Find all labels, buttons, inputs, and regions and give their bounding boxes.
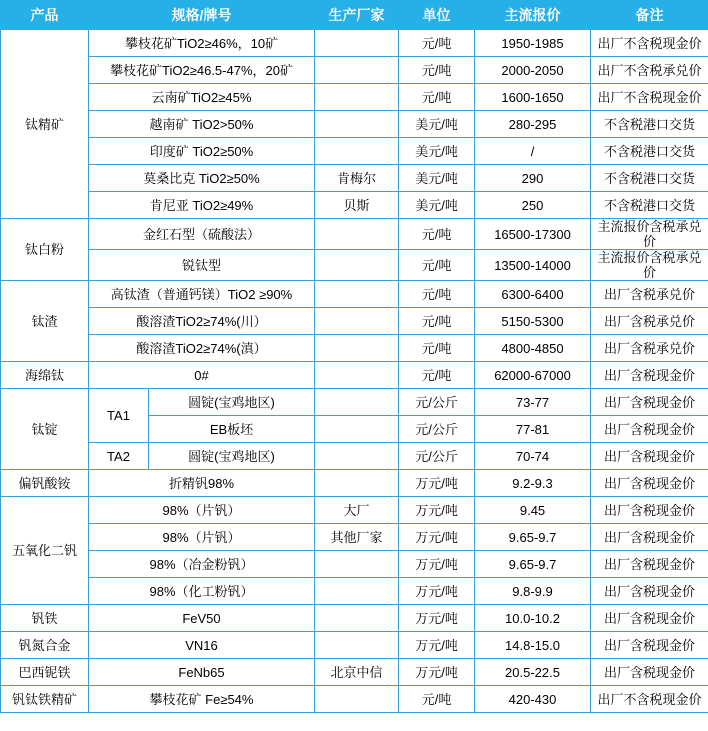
cell-product: 五氧化二钒 (1, 497, 89, 605)
cell-grade: TA2 (89, 443, 149, 470)
cell-manufacturer (315, 578, 399, 605)
cell-product: 钒钛铁精矿 (1, 686, 89, 713)
cell-price: 9.65-9.7 (475, 551, 591, 578)
table-row (1, 470, 708, 497)
column-header-manufacturer: 生产厂家 (315, 1, 399, 30)
cell-price: 250 (475, 192, 591, 219)
cell-remark: 出厂不含税现金价 (591, 84, 708, 111)
cell-price: 1600-1650 (475, 84, 591, 111)
cell-manufacturer (315, 632, 399, 659)
cell-price: 290 (475, 165, 591, 192)
cell-unit: 美元/吨 (399, 138, 475, 165)
cell-unit: 美元/吨 (399, 111, 475, 138)
cell-remark: 主流报价含税承兑价 (591, 250, 708, 281)
table-row (1, 219, 708, 250)
cell-unit: 元/吨 (399, 250, 475, 281)
cell-unit: 万元/吨 (399, 605, 475, 632)
cell-remark: 出厂不含税承兑价 (591, 57, 708, 84)
cell-spec: 高钛渣（普通钙镁）TiO2 ≥90% (89, 281, 315, 308)
cell-manufacturer (315, 605, 399, 632)
cell-spec: VN16 (89, 632, 315, 659)
column-header-unit: 单位 (399, 1, 475, 30)
cell-spec: 折精钒98% (89, 470, 315, 497)
cell-price: 1950-1985 (475, 30, 591, 57)
cell-price: 16500-17300 (475, 219, 591, 250)
cell-remark: 出厂含税现金价 (591, 416, 708, 443)
cell-price: 70-74 (475, 443, 591, 470)
cell-spec: FeV50 (89, 605, 315, 632)
cell-unit: 万元/吨 (399, 659, 475, 686)
cell-remark: 不含税港口交货 (591, 165, 708, 192)
cell-spec: 金红石型（硫酸法） (89, 219, 315, 250)
cell-grade: TA1 (89, 389, 149, 443)
cell-remark: 出厂含税承兑价 (591, 308, 708, 335)
cell-price: 13500-14000 (475, 250, 591, 281)
cell-manufacturer (315, 686, 399, 713)
cell-price: 9.65-9.7 (475, 524, 591, 551)
table-row (1, 250, 708, 281)
cell-manufacturer (315, 551, 399, 578)
table-row (1, 192, 708, 219)
cell-price: 280-295 (475, 111, 591, 138)
cell-spec: 0# (89, 362, 315, 389)
cell-price: 77-81 (475, 416, 591, 443)
cell-product: 钒氮合金 (1, 632, 89, 659)
table-row (1, 443, 708, 470)
column-header-product: 产品 (1, 1, 89, 30)
cell-price: 62000-67000 (475, 362, 591, 389)
cell-unit: 元/吨 (399, 686, 475, 713)
table-row (1, 497, 708, 524)
table-row (1, 138, 708, 165)
table-body (1, 30, 708, 713)
cell-unit: 万元/吨 (399, 632, 475, 659)
cell-product: 钒铁 (1, 605, 89, 632)
cell-price: 9.45 (475, 497, 591, 524)
cell-remark: 出厂含税现金价 (591, 551, 708, 578)
cell-price: 73-77 (475, 389, 591, 416)
cell-remark: 出厂不含税现金价 (591, 30, 708, 57)
cell-remark: 出厂不含税现金价 (591, 686, 708, 713)
cell-spec: 攀枝花矿 Fe≥54% (89, 686, 315, 713)
cell-remark: 出厂含税现金价 (591, 578, 708, 605)
cell-price: 9.8-9.9 (475, 578, 591, 605)
table-row (1, 335, 708, 362)
cell-spec-detail: 圆锭(宝鸡地区) (149, 389, 315, 416)
cell-unit: 元/吨 (399, 308, 475, 335)
cell-unit: 元/吨 (399, 30, 475, 57)
cell-price: 420-430 (475, 686, 591, 713)
cell-price: 10.0-10.2 (475, 605, 591, 632)
cell-unit: 元/公斤 (399, 443, 475, 470)
table-row (1, 632, 708, 659)
cell-manufacturer (315, 30, 399, 57)
cell-unit: 元/吨 (399, 281, 475, 308)
cell-product: 钛渣 (1, 281, 89, 362)
cell-remark: 出厂含税现金价 (591, 470, 708, 497)
cell-unit: 万元/吨 (399, 497, 475, 524)
cell-spec: 98%（片钒） (89, 497, 315, 524)
cell-unit: 元/吨 (399, 57, 475, 84)
cell-remark: 出厂含税现金价 (591, 632, 708, 659)
cell-product: 钛精矿 (1, 30, 89, 219)
cell-manufacturer (315, 416, 399, 443)
cell-spec-detail: EB板坯 (149, 416, 315, 443)
cell-unit: 元/吨 (399, 219, 475, 250)
table-row (1, 308, 708, 335)
cell-manufacturer (315, 281, 399, 308)
cell-spec: 98%（化工粉钒） (89, 578, 315, 605)
cell-price: 4800-4850 (475, 335, 591, 362)
cell-unit: 万元/吨 (399, 524, 475, 551)
cell-manufacturer (315, 308, 399, 335)
cell-price: 2000-2050 (475, 57, 591, 84)
table-row (1, 362, 708, 389)
cell-remark: 不含税港口交货 (591, 138, 708, 165)
cell-spec: 攀枝花矿TiO2≥46%，10矿 (89, 30, 315, 57)
cell-product: 偏钒酸铵 (1, 470, 89, 497)
cell-remark: 出厂含税现金价 (591, 443, 708, 470)
cell-price: 9.2-9.3 (475, 470, 591, 497)
cell-remark: 主流报价含税承兑价 (591, 219, 708, 250)
column-header-price: 主流报价 (475, 1, 591, 30)
table-row (1, 111, 708, 138)
cell-spec: 攀枝花矿TiO2≥46.5-47%，20矿 (89, 57, 315, 84)
cell-manufacturer: 肯梅尔 (315, 165, 399, 192)
table-row (1, 659, 708, 686)
cell-product: 海绵钛 (1, 362, 89, 389)
cell-product: 钛锭 (1, 389, 89, 470)
cell-product: 钛白粉 (1, 219, 89, 281)
cell-unit: 万元/吨 (399, 551, 475, 578)
cell-manufacturer (315, 57, 399, 84)
cell-spec: FeNb65 (89, 659, 315, 686)
cell-manufacturer (315, 219, 399, 250)
table-row (1, 281, 708, 308)
cell-unit: 元/公斤 (399, 416, 475, 443)
cell-remark: 出厂含税承兑价 (591, 281, 708, 308)
cell-remark: 出厂含税现金价 (591, 524, 708, 551)
table-row (1, 30, 708, 57)
column-header-spec: 规格/牌号 (89, 1, 315, 30)
column-header-remark: 备注 (591, 1, 708, 30)
cell-manufacturer (315, 250, 399, 281)
cell-manufacturer (315, 84, 399, 111)
cell-product: 巴西铌铁 (1, 659, 89, 686)
cell-spec: 云南矿TiO2≥45% (89, 84, 315, 111)
table-row (1, 551, 708, 578)
cell-price: / (475, 138, 591, 165)
cell-unit: 万元/吨 (399, 470, 475, 497)
table-row (1, 524, 708, 551)
cell-remark: 出厂含税现金价 (591, 605, 708, 632)
cell-manufacturer: 北京中信 (315, 659, 399, 686)
table-header-row (1, 1, 708, 30)
cell-spec: 酸溶渣TiO2≥74%(滇） (89, 335, 315, 362)
cell-manufacturer (315, 335, 399, 362)
cell-price: 20.5-22.5 (475, 659, 591, 686)
cell-remark: 出厂含税现金价 (591, 659, 708, 686)
cell-manufacturer (315, 443, 399, 470)
cell-manufacturer (315, 470, 399, 497)
table-row (1, 605, 708, 632)
cell-remark: 不含税港口交货 (591, 111, 708, 138)
cell-spec: 98%（片钒） (89, 524, 315, 551)
cell-unit: 元/吨 (399, 335, 475, 362)
cell-unit: 元/吨 (399, 362, 475, 389)
cell-spec: 98%（冶金粉钒） (89, 551, 315, 578)
cell-remark: 出厂含税现金价 (591, 389, 708, 416)
cell-manufacturer (315, 138, 399, 165)
cell-spec: 越南矿 TiO2>50% (89, 111, 315, 138)
table-row (1, 389, 708, 416)
cell-price: 5150-5300 (475, 308, 591, 335)
table-row (1, 57, 708, 84)
table-row (1, 686, 708, 713)
cell-unit: 元/吨 (399, 84, 475, 111)
cell-spec: 锐钛型 (89, 250, 315, 281)
cell-manufacturer (315, 111, 399, 138)
cell-unit: 美元/吨 (399, 192, 475, 219)
cell-price: 6300-6400 (475, 281, 591, 308)
cell-spec: 酸溶渣TiO2≥74%(川） (89, 308, 315, 335)
cell-manufacturer (315, 389, 399, 416)
cell-unit: 元/公斤 (399, 389, 475, 416)
cell-manufacturer: 其他厂家 (315, 524, 399, 551)
cell-manufacturer: 贝斯 (315, 192, 399, 219)
cell-manufacturer: 大厂 (315, 497, 399, 524)
cell-remark: 不含税港口交货 (591, 192, 708, 219)
cell-remark: 出厂含税现金价 (591, 362, 708, 389)
cell-spec: 肯尼亚 TiO2≥49% (89, 192, 315, 219)
cell-price: 14.8-15.0 (475, 632, 591, 659)
cell-unit: 美元/吨 (399, 165, 475, 192)
cell-spec-detail: 圆锭(宝鸡地区) (149, 443, 315, 470)
cell-spec: 莫桑比克 TiO2≥50% (89, 165, 315, 192)
cell-remark: 出厂含税承兑价 (591, 335, 708, 362)
cell-unit: 万元/吨 (399, 578, 475, 605)
table-row (1, 84, 708, 111)
cell-remark: 出厂含税现金价 (591, 497, 708, 524)
table-row (1, 165, 708, 192)
cell-manufacturer (315, 362, 399, 389)
cell-spec: 印度矿 TiO2≥50% (89, 138, 315, 165)
table-row (1, 578, 708, 605)
